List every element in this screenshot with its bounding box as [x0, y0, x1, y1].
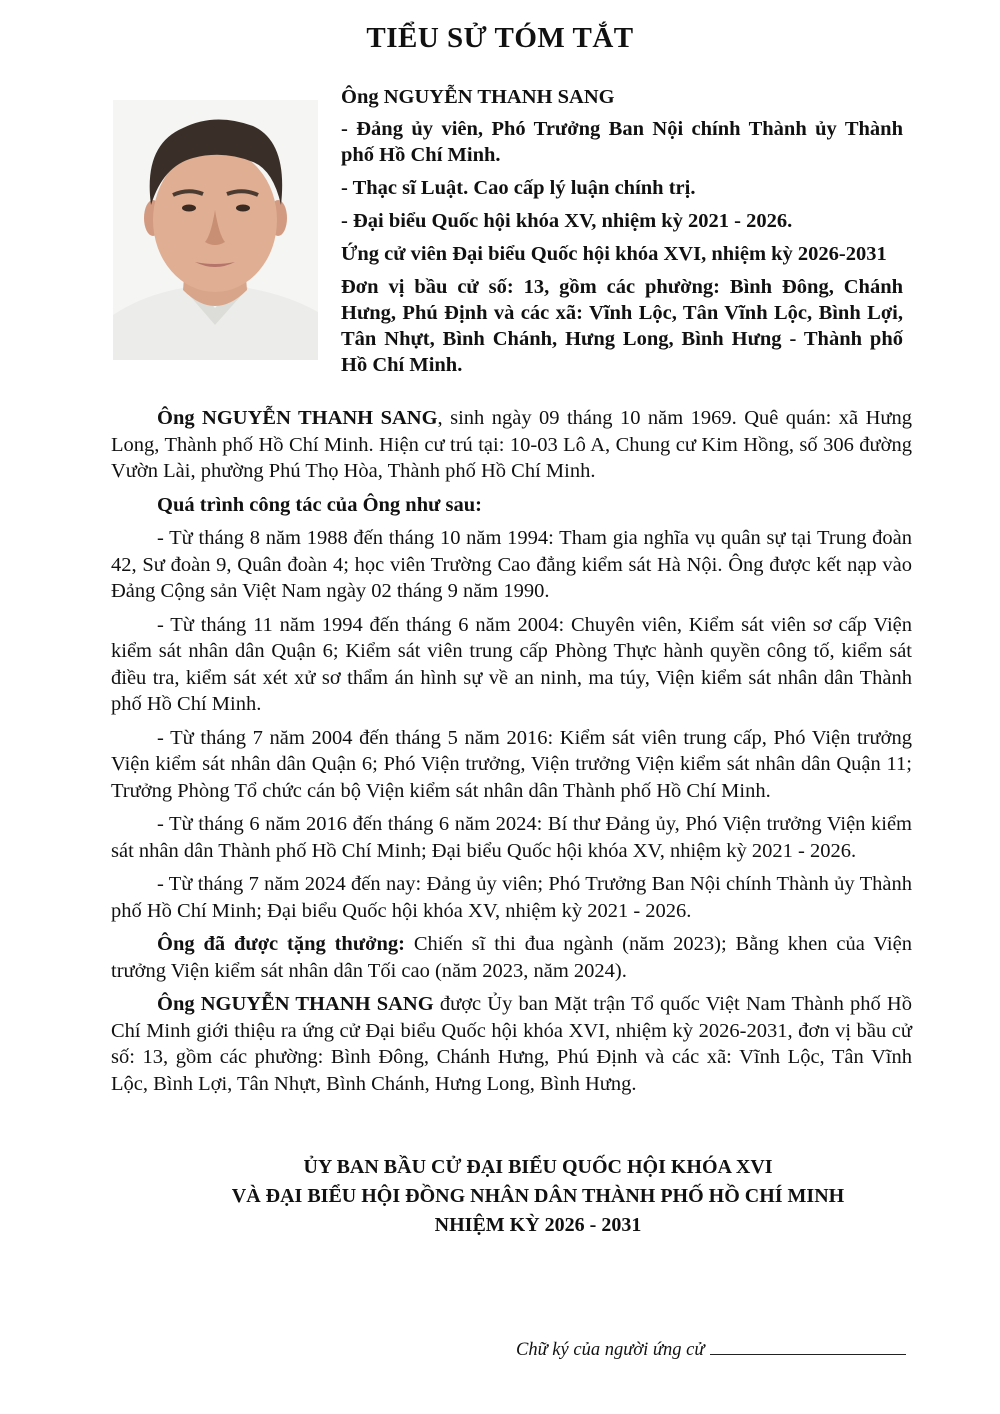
awards-label: Ông đã được tặng thưởng:	[157, 933, 405, 955]
signature-block	[516, 1340, 906, 1361]
committee-line: VÀ ĐẠI BIỂU HỘI ĐỒNG NHÂN DÂN THÀNH PHỐ HỒ CHÍ MINH	[231, 1185, 845, 1207]
career-heading	[111, 492, 912, 519]
career-heading-text: Quá trình công tác của Ông như sau:	[157, 493, 482, 516]
intro-name: Ông NGUYỄN THANH SANG	[157, 407, 438, 429]
committee-line: NHIỆM KỲ 2026 - 2031	[434, 1214, 642, 1236]
committee-line: ỦY BAN BẦU CỬ ĐẠI BIỂU QUỐC HỘI KHÓA XVI	[303, 1156, 773, 1178]
header-candidacy: Ứng cử viên Đại biểu Quốc hội khóa XVI, nhiệm kỳ 2026-2031	[341, 243, 887, 265]
header-position: - Đảng ủy viên, Phó Trưởng Ban Nội chính Thành ủy Thành phố Hồ Chí Minh.	[341, 118, 903, 166]
candidate-header	[341, 84, 903, 385]
intro-paragraph	[111, 405, 912, 485]
portrait-photo	[113, 100, 318, 360]
page-title: TIỂU SỬ TÓM TẮT	[366, 22, 634, 54]
awards-text: Chiến sĩ thi đua ngành (năm 2023); Bằng khen của Viện trưởng Viện kiểm sát nhân dân Tối cao (năm 2023, năm 2024).	[111, 933, 912, 982]
header-current-term: - Đại biểu Quốc hội khóa XV, nhiệm kỳ 2021 - 2026.	[341, 210, 793, 232]
portrait-photo-icon	[113, 100, 318, 360]
nomination-paragraph	[111, 991, 912, 1097]
signature-line	[710, 1340, 906, 1355]
signature-label: Chữ ký của người ứng cử	[516, 1340, 705, 1360]
candidate-name: Ông NGUYỄN THANH SANG	[341, 86, 615, 108]
biography-body	[111, 405, 912, 1104]
career-item: - Từ tháng 8 năm 1988 đến tháng 10 năm 1994: Tham gia nghĩa vụ quân sự tại Trung đoàn 42, Sư đoàn 9, Quân đoàn 4; học viên Trường Cao đẳng kiểm sát Hà Nội. Ông được kết nạp vào Đảng Cộng sản Việt Nam ngày 02 tháng 9 năm 1990.	[111, 527, 912, 602]
header-constituency: Đơn vị bầu cử số: 13, gồm các phường: Bình Đông, Chánh Hưng, Phú Định và các xã: Vĩnh Lộc, Tân Vĩnh Lộc, Bình Lợi, Tân Nhựt, Bình Chánh, Hưng Long, Bình Hưng - Thành phố Hồ Chí Minh.	[341, 276, 903, 376]
intro-text: , sinh ngày 09 tháng 10 năm 1969. Quê quán: xã Hưng Long, Thành phố Hồ Chí Minh. Hiện cư trú tại: 10-03 Lô A, Chung cư Kim Hồng, số 306 đường Vườn Lài, phường Phú Thọ Hòa, Thành phố Hồ Chí Minh.	[111, 407, 912, 482]
nomination-name: Ông NGUYỄN THANH SANG	[157, 993, 434, 1015]
career-item: - Từ tháng 7 năm 2024 đến nay: Đảng ủy viên; Phó Trưởng Ban Nội chính Thành ủy Thành phố Hồ Chí Minh; Đại biểu Quốc hội khóa XV, nhiệm kỳ 2021 - 2026.	[111, 873, 912, 922]
issuing-committee	[0, 1153, 1000, 1240]
awards-paragraph	[111, 931, 912, 984]
career-item: - Từ tháng 7 năm 2004 đến tháng 5 năm 2016: Kiểm sát viên trung cấp, Phó Viện trưởng Viện kiểm sát nhân dân Quận 6; Phó Viện trưởng, Viện trưởng Viện kiểm sát nhân dân Quận 11; Trưởng Phòng Tổ chức cán bộ Viện kiểm sát nhân dân Thành phố Hồ Chí Minh.	[111, 726, 912, 802]
nomination-text: được Ủy ban Mặt trận Tổ quốc Việt Nam Thành phố Hồ Chí Minh giới thiệu ra ứng cử Đại biểu Quốc hội khóa XVI, nhiệm kỳ 2026-2031, đơn vị bầu cử số: 13, gồm các phường: Bình Đông, Chánh Hưng, Phú Định và các xã: Vĩnh Lộc, Tân Vĩnh Lộc, Bình Lợi, Tân Nhựt, Bình Chánh, Hưng Long, Bình Hưng.	[111, 993, 912, 1095]
header-degree: - Thạc sĩ Luật. Cao cấp lý luận chính trị.	[341, 177, 696, 199]
career-item: - Từ tháng 11 năm 1994 đến tháng 6 năm 2004: Chuyên viên, Kiểm sát viên sơ cấp Viện kiểm sát nhân dân Quận 6; Kiểm sát viên trung cấp Phòng Thực hành quyền công tố, kiểm sát điều tra, kiểm sát xét xử sơ thẩm án hình sự về an ninh, ma túy, Viện kiểm sát nhân dân Thành phố Hồ Chí Minh.	[111, 613, 912, 715]
career-item: - Từ tháng 6 năm 2016 đến tháng 6 năm 2024: Bí thư Đảng ủy, Phó Viện trưởng Viện kiểm sát nhân dân Thành phố Hồ Chí Minh; Đại biểu Quốc hội khóa XV, nhiệm kỳ 2021 - 2026.	[111, 813, 912, 862]
